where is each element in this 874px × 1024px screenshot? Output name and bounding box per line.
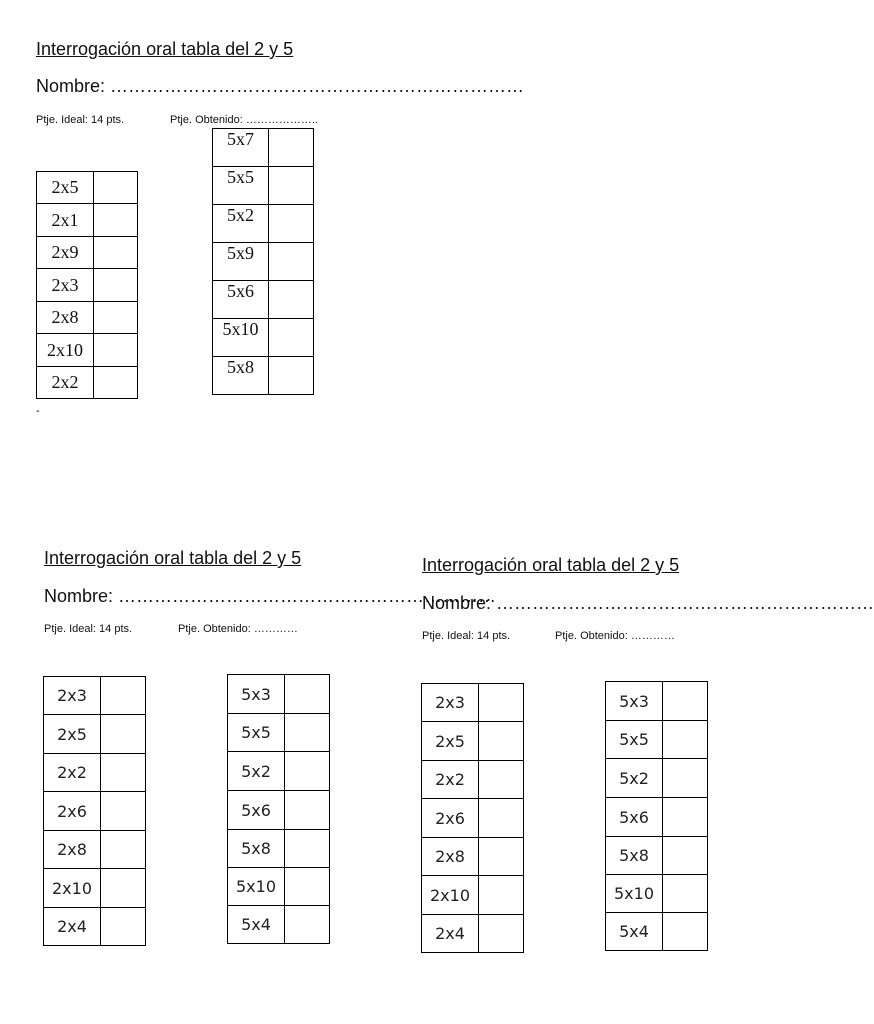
table-row — [37, 172, 138, 204]
table-row — [44, 677, 146, 715]
multiplication-cell: 2x5 — [44, 715, 101, 754]
worksheet-3-ideal-score: Ptje. Ideal: 14 pts. — [422, 630, 511, 642]
table-row — [422, 684, 524, 722]
table-row — [422, 761, 524, 799]
answer-cell[interactable] — [269, 281, 314, 319]
multiplication-cell: 5x10 — [606, 875, 663, 913]
answer-cell[interactable] — [269, 129, 314, 167]
table-row — [37, 367, 138, 399]
multiplication-cell: 2x8 — [422, 838, 479, 876]
stray-mark: - — [36, 405, 40, 417]
table-row — [44, 715, 146, 754]
answer-cell[interactable] — [269, 205, 314, 243]
multiplication-cell: 5x5 — [606, 721, 663, 759]
table-row — [228, 675, 330, 714]
multiplication-cell: 5x4 — [606, 913, 663, 951]
worksheet-3-name-line: Nombre: ……………………………………………………… — [422, 593, 874, 613]
multiplication-cell: 5x7 — [213, 129, 269, 167]
answer-cell[interactable] — [285, 752, 330, 791]
multiplication-cell: 5x2 — [606, 759, 663, 798]
multiplication-cell: 2x9 — [37, 237, 94, 269]
multiplication-cell: 5x8 — [213, 357, 269, 395]
multiplication-cell: 5x10 — [213, 319, 269, 357]
answer-cell[interactable] — [269, 243, 314, 281]
answer-cell[interactable] — [663, 682, 708, 721]
multiplication-cell: 2x1 — [37, 204, 94, 237]
multiplication-cell: 2x6 — [44, 792, 101, 831]
table-row — [213, 357, 314, 395]
answer-cell[interactable] — [663, 875, 708, 913]
multiplication-cell: 5x3 — [228, 675, 285, 714]
table-row — [606, 721, 708, 759]
answer-cell[interactable] — [94, 302, 138, 334]
table-row — [606, 837, 708, 875]
answer-cell[interactable] — [269, 319, 314, 357]
answer-cell[interactable] — [101, 869, 146, 908]
multiplication-cell: 2x3 — [44, 677, 101, 715]
answer-cell[interactable] — [94, 237, 138, 269]
answer-cell[interactable] — [101, 754, 146, 792]
answer-cell[interactable] — [94, 172, 138, 204]
answer-cell[interactable] — [285, 868, 330, 906]
multiplication-cell: 5x4 — [228, 906, 285, 944]
multiplication-cell: 2x6 — [422, 799, 479, 838]
worksheet-1-title: Interrogación oral tabla del 2 y 5 — [36, 39, 294, 59]
table-row — [44, 908, 146, 946]
answer-cell[interactable] — [94, 334, 138, 367]
table-row — [422, 915, 524, 953]
answer-cell[interactable] — [479, 915, 524, 953]
multiplication-cell: 5x6 — [228, 791, 285, 830]
answer-cell[interactable] — [663, 759, 708, 798]
table-row — [44, 754, 146, 792]
answer-cell[interactable] — [285, 830, 330, 868]
table-row — [606, 875, 708, 913]
table-row — [37, 269, 138, 302]
multiplication-cell: 2x10 — [44, 869, 101, 908]
table-row — [228, 714, 330, 752]
table-row — [213, 129, 314, 167]
table-row — [422, 799, 524, 838]
multiplication-cell: 5x9 — [213, 243, 269, 281]
multiplication-cell: 5x10 — [228, 868, 285, 906]
worksheet-2-obtained-score: Ptje. Obtenido: ………… — [178, 623, 298, 635]
multiplication-cell: 5x8 — [228, 830, 285, 868]
table-row — [213, 167, 314, 205]
answer-cell[interactable] — [663, 721, 708, 759]
multiplication-cell: 5x8 — [606, 837, 663, 875]
worksheet-3-table-5 — [605, 681, 708, 951]
worksheet-1-ideal-score: Ptje. Ideal: 14 pts. — [36, 114, 125, 126]
table-row — [37, 204, 138, 237]
worksheet-1-obtained-score: Ptje. Obtenido: ……………….. — [170, 114, 318, 126]
multiplication-cell: 2x10 — [37, 334, 94, 367]
answer-cell[interactable] — [94, 269, 138, 302]
answer-cell[interactable] — [94, 204, 138, 237]
table-row — [37, 302, 138, 334]
answer-cell[interactable] — [479, 838, 524, 876]
answer-cell[interactable] — [269, 167, 314, 205]
answer-cell[interactable] — [285, 714, 330, 752]
multiplication-cell: 2x8 — [44, 831, 101, 869]
table-row — [606, 798, 708, 837]
table-row — [422, 838, 524, 876]
answer-cell[interactable] — [663, 798, 708, 837]
table-row — [213, 281, 314, 319]
multiplication-cell: 2x5 — [422, 722, 479, 761]
table-row — [44, 792, 146, 831]
multiplication-cell: 2x2 — [422, 761, 479, 799]
multiplication-cell: 5x5 — [213, 167, 269, 205]
answer-cell[interactable] — [101, 677, 146, 715]
multiplication-cell: 2x5 — [37, 172, 94, 204]
multiplication-cell: 5x2 — [228, 752, 285, 791]
multiplication-cell: 2x2 — [44, 754, 101, 792]
answer-cell[interactable] — [663, 913, 708, 951]
multiplication-cell: 2x10 — [422, 876, 479, 915]
multiplication-cell: 2x2 — [37, 367, 94, 399]
table-row — [213, 243, 314, 281]
answer-cell[interactable] — [479, 799, 524, 838]
worksheet-1-table-5 — [212, 128, 314, 395]
answer-cell[interactable] — [663, 837, 708, 875]
worksheet-3-obtained-score: Ptje. Obtenido: ………… — [555, 630, 675, 642]
multiplication-cell: 2x4 — [422, 915, 479, 953]
answer-cell[interactable] — [94, 367, 138, 399]
multiplication-cell: 5x5 — [228, 714, 285, 752]
worksheet-2-title: Interrogación oral tabla del 2 y 5 — [44, 548, 302, 568]
worksheet-2-table-5 — [227, 674, 330, 944]
answer-cell[interactable] — [479, 876, 524, 915]
multiplication-cell: 5x2 — [213, 205, 269, 243]
answer-cell[interactable] — [285, 675, 330, 714]
answer-cell[interactable] — [269, 357, 314, 395]
table-row — [228, 791, 330, 830]
worksheet-2-ideal-score: Ptje. Ideal: 14 pts. — [44, 623, 133, 635]
answer-cell[interactable] — [479, 722, 524, 761]
answer-cell[interactable] — [479, 684, 524, 722]
answer-cell[interactable] — [101, 715, 146, 754]
table-row — [228, 752, 330, 791]
answer-cell[interactable] — [285, 791, 330, 830]
worksheet-3-table-2 — [421, 683, 524, 953]
table-row — [606, 682, 708, 721]
answer-cell[interactable] — [479, 761, 524, 799]
table-row — [37, 237, 138, 269]
table-row — [213, 319, 314, 357]
table-row — [606, 913, 708, 951]
worksheet-3-title: Interrogación oral tabla del 2 y 5 — [422, 555, 680, 575]
answer-cell[interactable] — [101, 792, 146, 831]
answer-cell[interactable] — [285, 906, 330, 944]
worksheet-1-table-2 — [36, 171, 138, 399]
table-row — [213, 205, 314, 243]
answer-cell[interactable] — [101, 831, 146, 869]
multiplication-cell: 5x3 — [606, 682, 663, 721]
table-row — [44, 831, 146, 869]
table-row — [422, 876, 524, 915]
multiplication-cell: 2x4 — [44, 908, 101, 946]
table-row — [37, 334, 138, 367]
worksheet-2-name-line: Nombre: ……………………………………………………… — [44, 586, 497, 606]
table-row — [422, 722, 524, 761]
table-row — [228, 830, 330, 868]
table-row — [228, 868, 330, 906]
multiplication-cell: 5x6 — [213, 281, 269, 319]
table-row — [228, 906, 330, 944]
answer-cell[interactable] — [101, 908, 146, 946]
worksheet-2-table-2 — [43, 676, 146, 946]
multiplication-cell: 5x6 — [606, 798, 663, 837]
multiplication-cell: 2x8 — [37, 302, 94, 334]
table-row — [606, 759, 708, 798]
table-row — [44, 869, 146, 908]
multiplication-cell: 2x3 — [422, 684, 479, 722]
multiplication-cell: 2x3 — [37, 269, 94, 302]
worksheet-1-name-line: Nombre: …………………………………………………………… — [36, 76, 525, 96]
